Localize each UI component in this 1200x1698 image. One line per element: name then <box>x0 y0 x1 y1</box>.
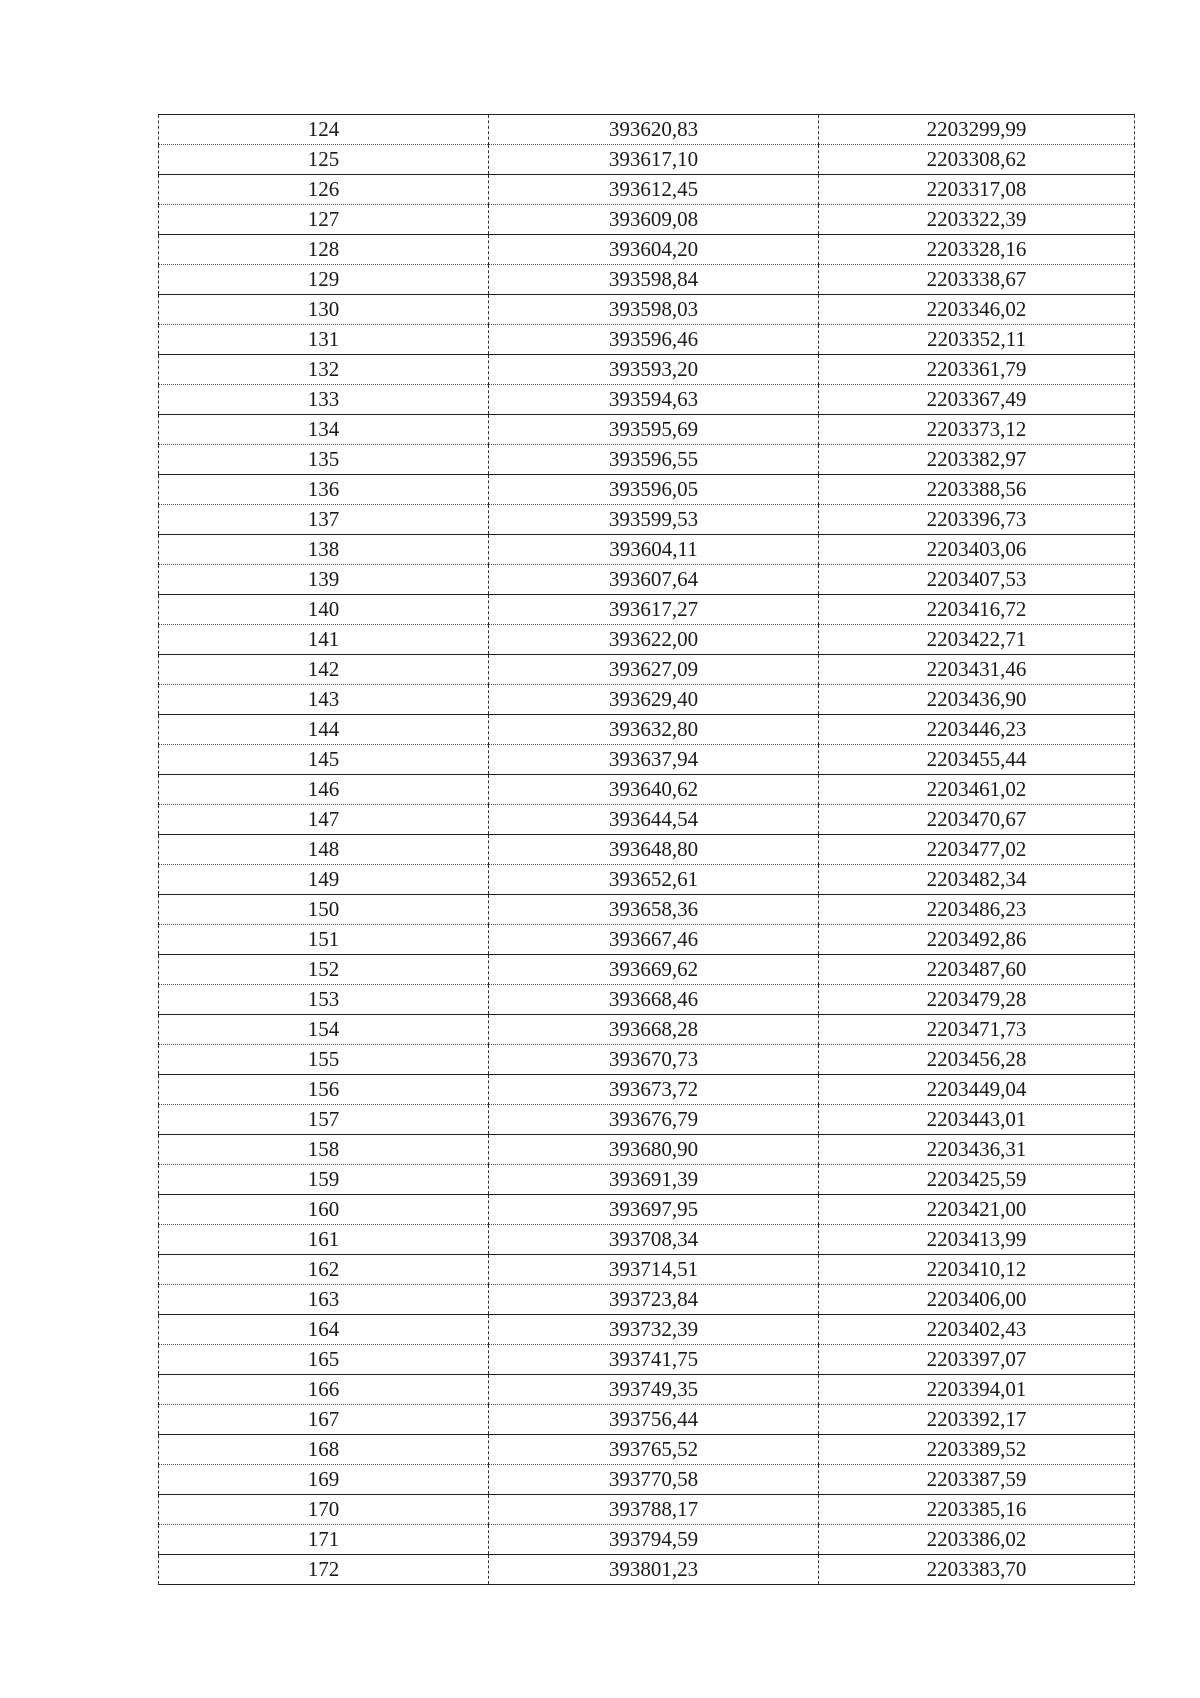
y-coordinate-cell: 2203386,02 <box>819 1525 1135 1555</box>
x-coordinate-cell: 393604,20 <box>489 235 819 265</box>
point-number-cell: 170 <box>159 1495 489 1525</box>
table-row <box>159 865 1135 895</box>
x-coordinate-cell: 393794,59 <box>489 1525 819 1555</box>
x-coordinate-cell: 393593,20 <box>489 355 819 385</box>
table-row <box>159 595 1135 625</box>
x-coordinate-cell: 393670,73 <box>489 1045 819 1075</box>
table-row <box>159 1315 1135 1345</box>
point-number-cell: 160 <box>159 1195 489 1225</box>
point-number-cell: 171 <box>159 1525 489 1555</box>
point-number-cell: 144 <box>159 715 489 745</box>
point-number-cell: 164 <box>159 1315 489 1345</box>
y-coordinate-cell: 2203382,97 <box>819 445 1135 475</box>
table-row <box>159 1075 1135 1105</box>
y-coordinate-cell: 2203477,02 <box>819 835 1135 865</box>
point-number-cell: 147 <box>159 805 489 835</box>
point-number-cell: 152 <box>159 955 489 985</box>
point-number-cell: 135 <box>159 445 489 475</box>
table-row <box>159 475 1135 505</box>
table-row <box>159 895 1135 925</box>
point-number-cell: 159 <box>159 1165 489 1195</box>
table-row <box>159 175 1135 205</box>
point-number-cell: 127 <box>159 205 489 235</box>
x-coordinate-cell: 393658,36 <box>489 895 819 925</box>
y-coordinate-cell: 2203299,99 <box>819 115 1135 145</box>
point-number-cell: 133 <box>159 385 489 415</box>
y-coordinate-cell: 2203413,99 <box>819 1225 1135 1255</box>
table-row <box>159 445 1135 475</box>
y-coordinate-cell: 2203492,86 <box>819 925 1135 955</box>
point-number-cell: 158 <box>159 1135 489 1165</box>
y-coordinate-cell: 2203421,00 <box>819 1195 1135 1225</box>
table-row <box>159 1555 1135 1585</box>
point-number-cell: 149 <box>159 865 489 895</box>
x-coordinate-cell: 393788,17 <box>489 1495 819 1525</box>
table-row <box>159 115 1135 145</box>
x-coordinate-cell: 393756,44 <box>489 1405 819 1435</box>
y-coordinate-cell: 2203317,08 <box>819 175 1135 205</box>
y-coordinate-cell: 2203387,59 <box>819 1465 1135 1495</box>
table-row <box>159 325 1135 355</box>
x-coordinate-cell: 393801,23 <box>489 1555 819 1585</box>
y-coordinate-cell: 2203394,01 <box>819 1375 1135 1405</box>
y-coordinate-cell: 2203396,73 <box>819 505 1135 535</box>
point-number-cell: 124 <box>159 115 489 145</box>
table-row <box>159 1225 1135 1255</box>
y-coordinate-cell: 2203407,53 <box>819 565 1135 595</box>
y-coordinate-cell: 2203367,49 <box>819 385 1135 415</box>
y-coordinate-cell: 2203470,67 <box>819 805 1135 835</box>
y-coordinate-cell: 2203346,02 <box>819 295 1135 325</box>
x-coordinate-cell: 393598,03 <box>489 295 819 325</box>
y-coordinate-cell: 2203455,44 <box>819 745 1135 775</box>
table-row <box>159 655 1135 685</box>
table-row <box>159 925 1135 955</box>
x-coordinate-cell: 393770,58 <box>489 1465 819 1495</box>
x-coordinate-cell: 393644,54 <box>489 805 819 835</box>
point-number-cell: 156 <box>159 1075 489 1105</box>
table-row <box>159 145 1135 175</box>
y-coordinate-cell: 2203410,12 <box>819 1255 1135 1285</box>
table-row <box>159 1495 1135 1525</box>
table-row <box>159 355 1135 385</box>
table-row <box>159 835 1135 865</box>
x-coordinate-cell: 393765,52 <box>489 1435 819 1465</box>
x-coordinate-cell: 393667,46 <box>489 925 819 955</box>
point-number-cell: 140 <box>159 595 489 625</box>
y-coordinate-cell: 2203479,28 <box>819 985 1135 1015</box>
x-coordinate-cell: 393652,61 <box>489 865 819 895</box>
table-row <box>159 1375 1135 1405</box>
x-coordinate-cell: 393596,55 <box>489 445 819 475</box>
y-coordinate-cell: 2203449,04 <box>819 1075 1135 1105</box>
point-number-cell: 155 <box>159 1045 489 1075</box>
x-coordinate-cell: 393648,80 <box>489 835 819 865</box>
point-number-cell: 141 <box>159 625 489 655</box>
point-number-cell: 128 <box>159 235 489 265</box>
x-coordinate-cell: 393595,69 <box>489 415 819 445</box>
x-coordinate-cell: 393598,84 <box>489 265 819 295</box>
x-coordinate-cell: 393723,84 <box>489 1285 819 1315</box>
point-number-cell: 154 <box>159 1015 489 1045</box>
x-coordinate-cell: 393612,45 <box>489 175 819 205</box>
table-row <box>159 955 1135 985</box>
point-number-cell: 157 <box>159 1105 489 1135</box>
y-coordinate-cell: 2203431,46 <box>819 655 1135 685</box>
point-number-cell: 151 <box>159 925 489 955</box>
point-number-cell: 166 <box>159 1375 489 1405</box>
point-number-cell: 138 <box>159 535 489 565</box>
table-row <box>159 1465 1135 1495</box>
table-row <box>159 985 1135 1015</box>
x-coordinate-cell: 393680,90 <box>489 1135 819 1165</box>
y-coordinate-cell: 2203456,28 <box>819 1045 1135 1075</box>
point-number-cell: 142 <box>159 655 489 685</box>
y-coordinate-cell: 2203436,90 <box>819 685 1135 715</box>
table-row <box>159 1135 1135 1165</box>
point-number-cell: 169 <box>159 1465 489 1495</box>
x-coordinate-cell: 393676,79 <box>489 1105 819 1135</box>
y-coordinate-cell: 2203487,60 <box>819 955 1135 985</box>
table-row <box>159 565 1135 595</box>
y-coordinate-cell: 2203403,06 <box>819 535 1135 565</box>
x-coordinate-cell: 393697,95 <box>489 1195 819 1225</box>
point-number-cell: 163 <box>159 1285 489 1315</box>
point-number-cell: 167 <box>159 1405 489 1435</box>
x-coordinate-cell: 393620,83 <box>489 115 819 145</box>
table-row <box>159 1045 1135 1075</box>
table-row <box>159 385 1135 415</box>
y-coordinate-cell: 2203388,56 <box>819 475 1135 505</box>
x-coordinate-cell: 393604,11 <box>489 535 819 565</box>
point-number-cell: 137 <box>159 505 489 535</box>
point-number-cell: 162 <box>159 1255 489 1285</box>
x-coordinate-cell: 393599,53 <box>489 505 819 535</box>
y-coordinate-cell: 2203361,79 <box>819 355 1135 385</box>
x-coordinate-cell: 393622,00 <box>489 625 819 655</box>
x-coordinate-cell: 393596,46 <box>489 325 819 355</box>
x-coordinate-cell: 393668,46 <box>489 985 819 1015</box>
table-row <box>159 535 1135 565</box>
point-number-cell: 172 <box>159 1555 489 1585</box>
x-coordinate-cell: 393617,10 <box>489 145 819 175</box>
x-coordinate-cell: 393637,94 <box>489 745 819 775</box>
point-number-cell: 139 <box>159 565 489 595</box>
x-coordinate-cell: 393632,80 <box>489 715 819 745</box>
y-coordinate-cell: 2203385,16 <box>819 1495 1135 1525</box>
x-coordinate-cell: 393617,27 <box>489 595 819 625</box>
table-row <box>159 1255 1135 1285</box>
table-row <box>159 1405 1135 1435</box>
y-coordinate-cell: 2203446,23 <box>819 715 1135 745</box>
y-coordinate-cell: 2203373,12 <box>819 415 1135 445</box>
table-row <box>159 1345 1135 1375</box>
point-number-cell: 126 <box>159 175 489 205</box>
table-row <box>159 775 1135 805</box>
table-row <box>159 505 1135 535</box>
point-number-cell: 143 <box>159 685 489 715</box>
table-row <box>159 205 1135 235</box>
y-coordinate-cell: 2203389,52 <box>819 1435 1135 1465</box>
y-coordinate-cell: 2203308,62 <box>819 145 1135 175</box>
point-number-cell: 168 <box>159 1435 489 1465</box>
table-row <box>159 1105 1135 1135</box>
point-number-cell: 136 <box>159 475 489 505</box>
point-number-cell: 131 <box>159 325 489 355</box>
point-number-cell: 150 <box>159 895 489 925</box>
y-coordinate-cell: 2203397,07 <box>819 1345 1135 1375</box>
point-number-cell: 129 <box>159 265 489 295</box>
x-coordinate-cell: 393732,39 <box>489 1315 819 1345</box>
table-row <box>159 1165 1135 1195</box>
x-coordinate-cell: 393596,05 <box>489 475 819 505</box>
table-row <box>159 1015 1135 1045</box>
y-coordinate-cell: 2203322,39 <box>819 205 1135 235</box>
y-coordinate-cell: 2203422,71 <box>819 625 1135 655</box>
table-row <box>159 265 1135 295</box>
table-row <box>159 745 1135 775</box>
y-coordinate-cell: 2203471,73 <box>819 1015 1135 1045</box>
point-number-cell: 148 <box>159 835 489 865</box>
point-number-cell: 165 <box>159 1345 489 1375</box>
point-number-cell: 132 <box>159 355 489 385</box>
y-coordinate-cell: 2203406,00 <box>819 1285 1135 1315</box>
y-coordinate-cell: 2203338,67 <box>819 265 1135 295</box>
x-coordinate-cell: 393669,62 <box>489 955 819 985</box>
y-coordinate-cell: 2203443,01 <box>819 1105 1135 1135</box>
y-coordinate-cell: 2203402,43 <box>819 1315 1135 1345</box>
y-coordinate-cell: 2203328,16 <box>819 235 1135 265</box>
x-coordinate-cell: 393594,63 <box>489 385 819 415</box>
table-row <box>159 1435 1135 1465</box>
point-number-cell: 161 <box>159 1225 489 1255</box>
table-row <box>159 235 1135 265</box>
y-coordinate-cell: 2203486,23 <box>819 895 1135 925</box>
x-coordinate-cell: 393749,35 <box>489 1375 819 1405</box>
x-coordinate-cell: 393691,39 <box>489 1165 819 1195</box>
x-coordinate-cell: 393627,09 <box>489 655 819 685</box>
x-coordinate-cell: 393629,40 <box>489 685 819 715</box>
x-coordinate-cell: 393668,28 <box>489 1015 819 1045</box>
table-row <box>159 415 1135 445</box>
table-row <box>159 1285 1135 1315</box>
y-coordinate-cell: 2203436,31 <box>819 1135 1135 1165</box>
point-number-cell: 145 <box>159 745 489 775</box>
table-row <box>159 295 1135 325</box>
point-number-cell: 153 <box>159 985 489 1015</box>
x-coordinate-cell: 393673,72 <box>489 1075 819 1105</box>
x-coordinate-cell: 393741,75 <box>489 1345 819 1375</box>
point-number-cell: 125 <box>159 145 489 175</box>
x-coordinate-cell: 393708,34 <box>489 1225 819 1255</box>
y-coordinate-cell: 2203461,02 <box>819 775 1135 805</box>
coordinates-table-body <box>159 115 1135 1585</box>
table-row <box>159 1195 1135 1225</box>
x-coordinate-cell: 393607,64 <box>489 565 819 595</box>
table-row <box>159 715 1135 745</box>
x-coordinate-cell: 393640,62 <box>489 775 819 805</box>
table-row <box>159 625 1135 655</box>
coordinates-table <box>158 114 1135 1585</box>
y-coordinate-cell: 2203392,17 <box>819 1405 1135 1435</box>
y-coordinate-cell: 2203416,72 <box>819 595 1135 625</box>
point-number-cell: 146 <box>159 775 489 805</box>
y-coordinate-cell: 2203425,59 <box>819 1165 1135 1195</box>
x-coordinate-cell: 393714,51 <box>489 1255 819 1285</box>
table-row <box>159 805 1135 835</box>
y-coordinate-cell: 2203383,70 <box>819 1555 1135 1585</box>
point-number-cell: 134 <box>159 415 489 445</box>
x-coordinate-cell: 393609,08 <box>489 205 819 235</box>
table-row <box>159 685 1135 715</box>
y-coordinate-cell: 2203482,34 <box>819 865 1135 895</box>
y-coordinate-cell: 2203352,11 <box>819 325 1135 355</box>
table-row <box>159 1525 1135 1555</box>
point-number-cell: 130 <box>159 295 489 325</box>
